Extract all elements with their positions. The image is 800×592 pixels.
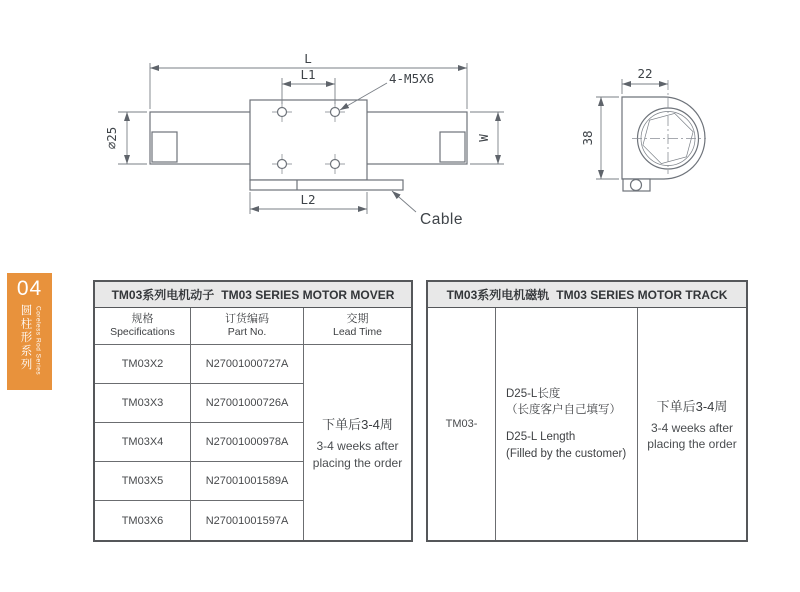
table-row-spec: TM03X2 [95, 345, 191, 384]
col-header-partno: 订货编码 Part No. [191, 308, 304, 345]
side-view-drawing [580, 66, 706, 191]
track-table-title-cn: TM03系列电机磁轨 [446, 288, 550, 302]
track-length-cn-2: （长度客户自己填写） [506, 404, 621, 417]
track-length-cell [496, 308, 638, 540]
lead-time-cell [304, 345, 411, 540]
track-lead-time-cn: 下单后3-4周 [656, 398, 728, 414]
mover-table-title-cn: TM03系列电机动子 [111, 288, 215, 302]
track-body-outline [622, 97, 705, 179]
cable-plate [250, 180, 403, 190]
technical-drawing [0, 0, 800, 272]
table-row-partno: N27001000978A [191, 423, 304, 462]
table-row-partno: N27001000727A [191, 345, 304, 384]
dimension-L1 [282, 67, 335, 104]
track-length-cn-1: D25-L长度 [506, 387, 561, 400]
dimension-W [470, 112, 504, 164]
col-header-spec: 规格 Specifications [95, 308, 191, 345]
track-length-en-1: D25-L Length [506, 431, 576, 443]
dim-label-L: L [304, 51, 312, 66]
dim-label-L2: L2 [300, 192, 316, 207]
dimension-22 [622, 66, 668, 94]
dimension-diameter-25 [104, 112, 147, 164]
chapter-tab [7, 273, 52, 390]
track-table-grid [428, 308, 746, 540]
col-header-leadtime: 交期 Lead Time [304, 308, 411, 345]
lead-time-cn: 下单后3-4周 [322, 417, 393, 433]
table-row-spec: TM03X6 [95, 501, 191, 540]
chapter-number: 04 [16, 277, 43, 300]
lead-time-en-1: 3-4 weeks after [316, 439, 399, 454]
callout-label-4-M5X6: 4-M5X6 [389, 71, 435, 86]
dimension-L2 [250, 192, 367, 214]
track-length-en-2: (Filled by the customer) [506, 447, 627, 460]
table-row-spec: TM03X5 [95, 462, 191, 501]
dim-label-W: W [476, 134, 491, 142]
dim-label-22: 22 [637, 66, 653, 81]
track-model-cell: TM03- [428, 308, 496, 540]
chapter-title-cn: 圆柱形系列 [19, 304, 32, 372]
top-view-drawing [104, 51, 504, 228]
mover-table [93, 280, 413, 542]
track-lead-time-en-1: 3-4 weeks after [650, 420, 734, 435]
track-lead-time-cell [638, 308, 746, 540]
mover-block [250, 100, 367, 180]
dim-label-L1: L1 [300, 67, 316, 82]
track-table-title-en: TM03 SERIES MOTOR TRACK [556, 287, 728, 302]
dimension-38 [580, 97, 619, 179]
table-row-spec: TM03X4 [95, 423, 191, 462]
table-row-partno: N27001001589A [191, 462, 304, 501]
drawing-svg [0, 0, 800, 272]
mover-table-title [95, 282, 411, 308]
chapter-titles [18, 304, 42, 375]
track-lead-time-en-2: placing the order [647, 437, 737, 451]
cable-gland-block [623, 179, 650, 191]
track-table [426, 280, 748, 542]
table-row-spec: TM03X3 [95, 384, 191, 423]
lead-time-en-2: placing the order [312, 455, 403, 470]
dim-label-38: 38 [580, 130, 595, 146]
table-row-partno: N27001000726A [191, 384, 304, 423]
mover-table-grid [95, 308, 411, 540]
table-row-partno: N27001001597A [191, 501, 304, 540]
track-table-title [428, 282, 746, 308]
callout-cable [392, 191, 463, 228]
mover-table-title-en: TM03 SERIES MOTOR MOVER [221, 287, 395, 302]
cable-label: Cable [420, 211, 463, 228]
chapter-title-en: Coreless Rod Series [34, 306, 42, 376]
dim-label-diameter: ∅25 [104, 126, 119, 150]
